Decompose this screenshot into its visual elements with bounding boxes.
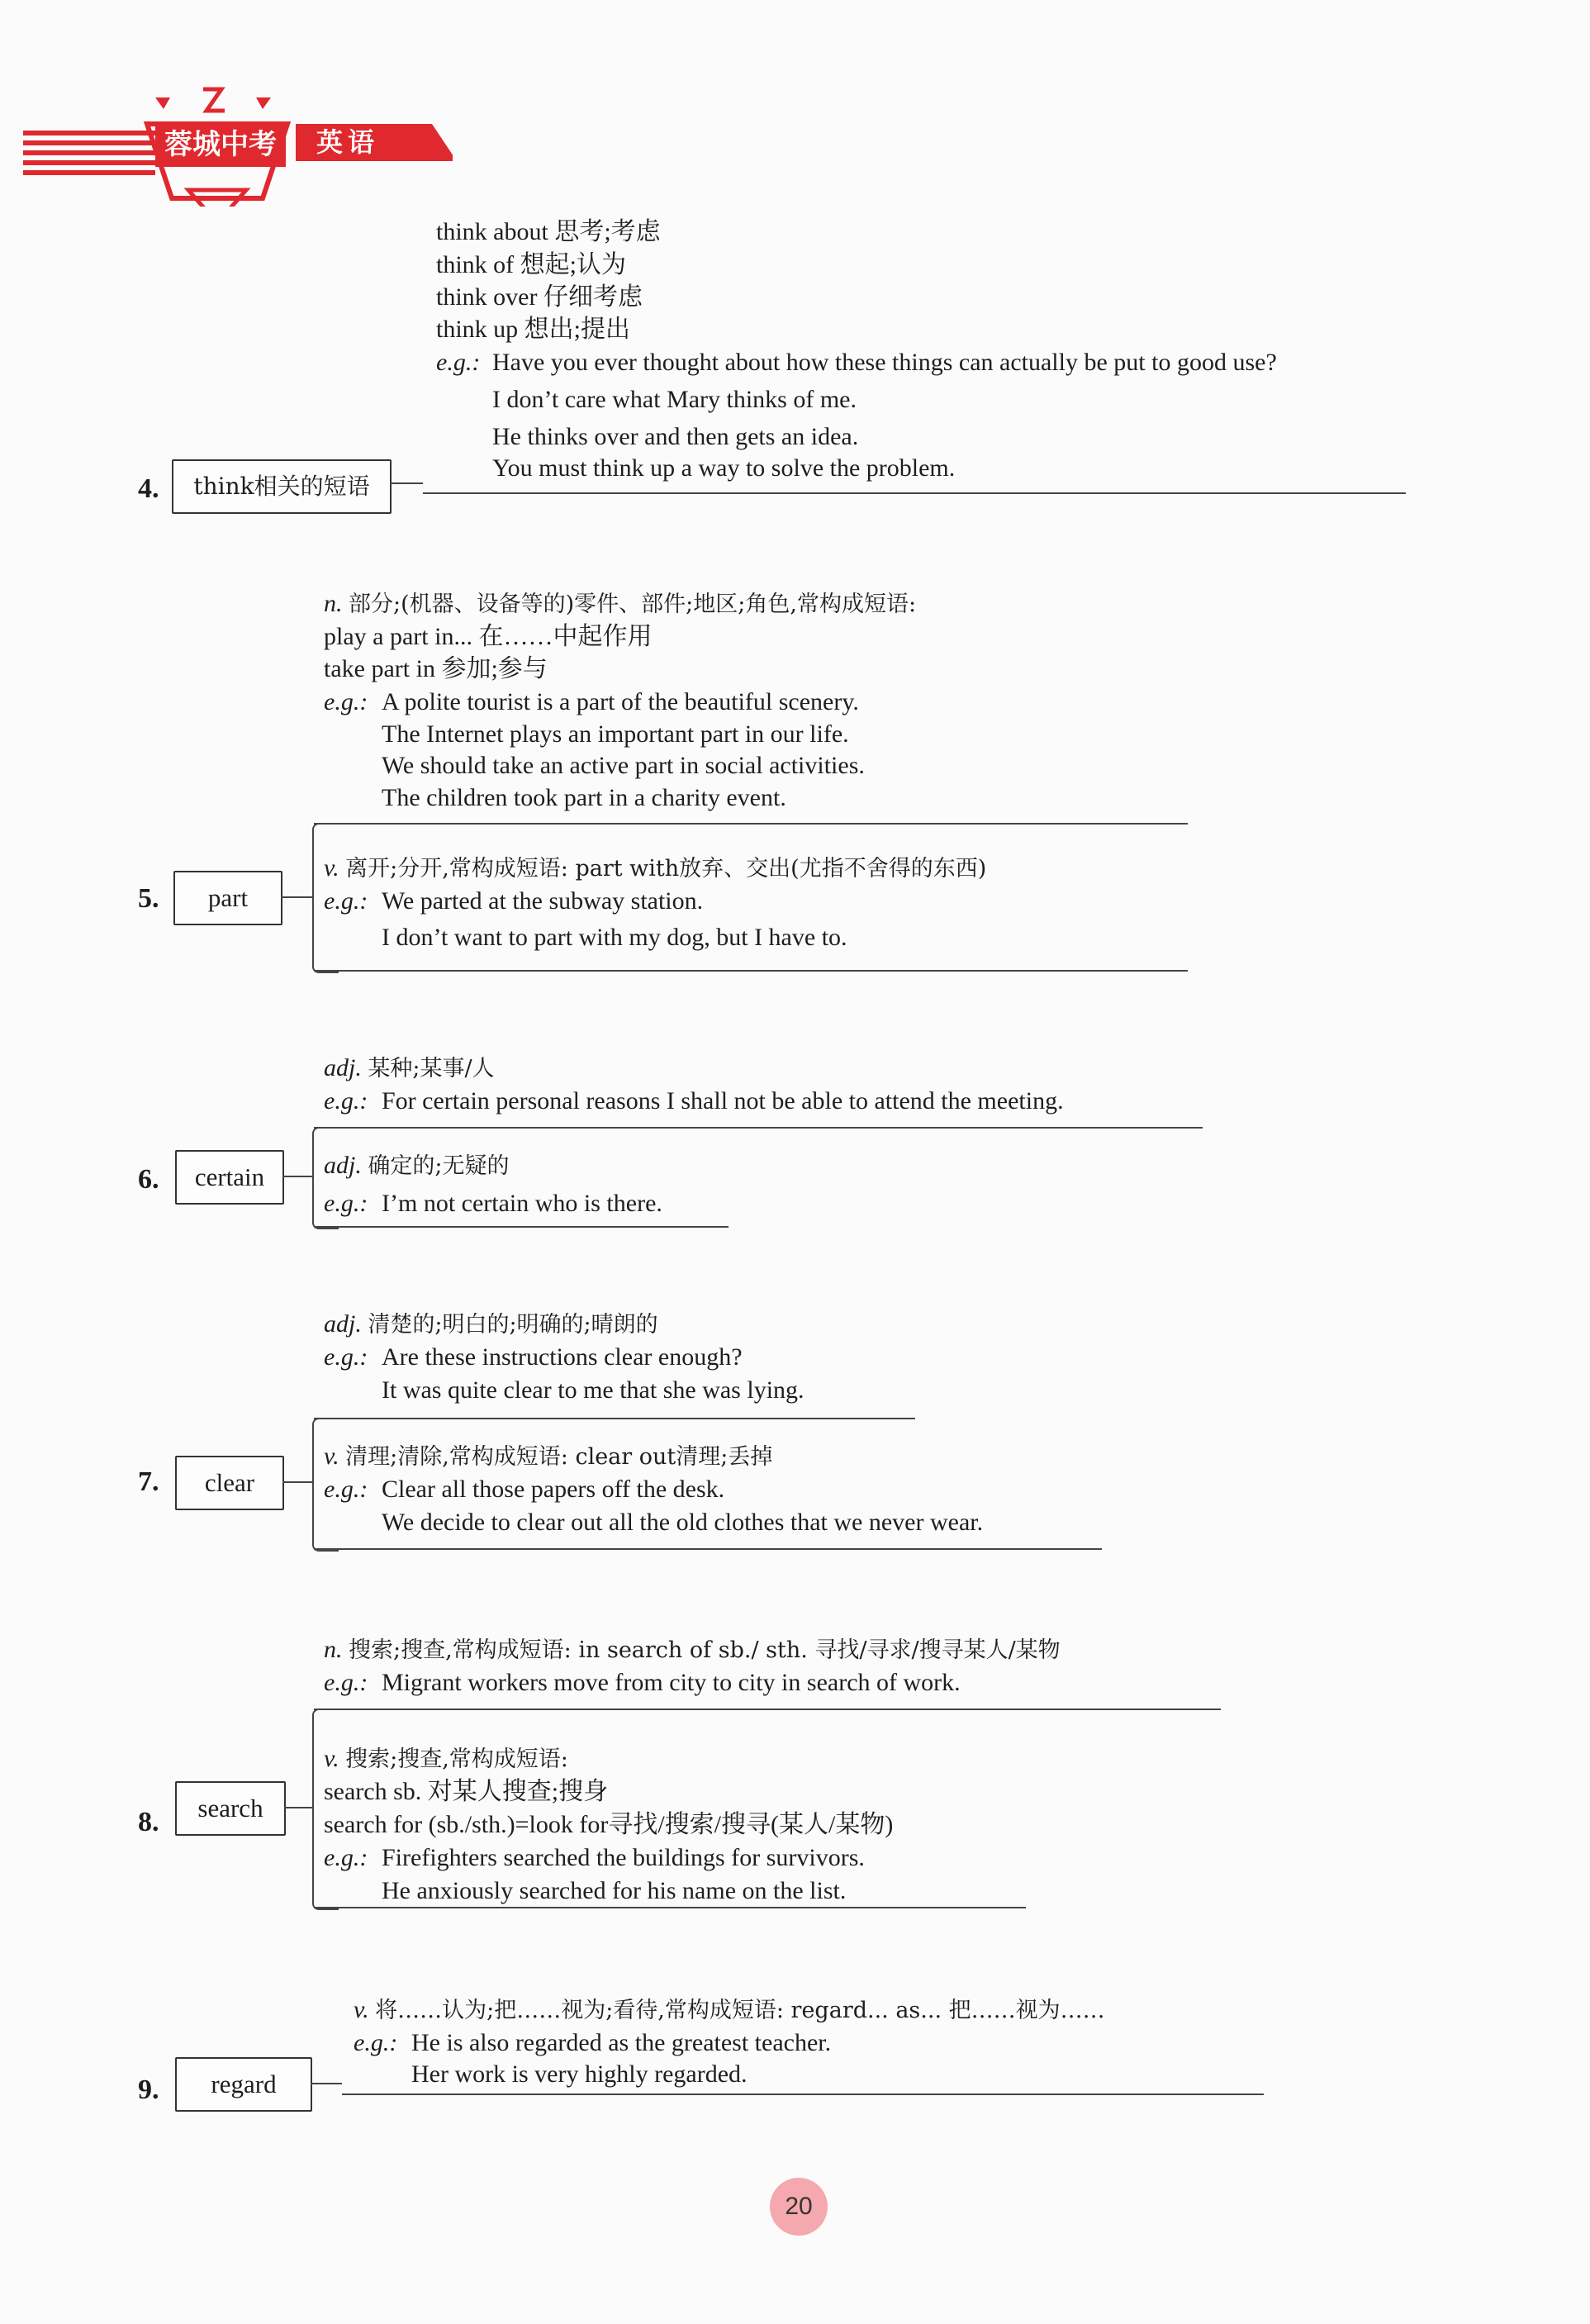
eg-label: e.g.: (324, 1087, 368, 1114)
definition-text: 确定的;无疑的 (368, 1153, 510, 1179)
eg-label: e.g.: (354, 2029, 398, 2056)
definition-line (324, 1150, 509, 1182)
keyword-box: certain (175, 1150, 284, 1205)
example-sentence: Have you ever thought about how these things can actually be put to good use? (492, 349, 1277, 376)
definition-line (324, 853, 986, 885)
definition-text: 清理;清除,常构成短语: clear out清理;丢掉 (345, 1444, 773, 1470)
entry-number: 6. (138, 1164, 159, 1195)
example-sentence: We should take an active part in social activities. (382, 752, 865, 779)
pos-label: adj. (324, 1054, 362, 1081)
connector-line (284, 1807, 312, 1808)
example-sentence: For certain personal reasons I shall not be able to attend the meeting. (382, 1087, 1064, 1114)
definition-text: 离开;分开,常构成短语: part with放弃、交出(尤指不舍得的东西) (345, 856, 987, 882)
header-logo (23, 83, 453, 207)
example-sentence: The children took part in a charity event. (382, 784, 786, 811)
keyword-box: think相关的短语 (172, 459, 392, 514)
pos-label: v. (324, 1442, 339, 1470)
eg-label: e.g.: (324, 1669, 368, 1696)
eg-label: e.g.: (324, 1343, 368, 1371)
eg-label: e.g.: (324, 1844, 368, 1871)
pos-label: n. (324, 590, 343, 617)
underline-rule (314, 823, 1188, 825)
entry-number: 8. (138, 1807, 159, 1837)
pos-label: n. (324, 1636, 343, 1663)
page-number-badge: 20 (770, 2178, 828, 2236)
definition-text: 将……认为;把……视为;看待,常构成短语: regard... as... 把……视为…… (375, 1998, 1105, 2023)
example-sentence: Migrant workers move from city to city in search of work. (382, 1669, 961, 1696)
connector-line (282, 1176, 312, 1177)
keyword-box: search (175, 1781, 286, 1836)
eg-label: e.g.: (324, 1190, 368, 1217)
example-sentence: He anxiously searched for his name on the list. (382, 1877, 847, 1904)
example-sentence: He thinks over and then gets an idea. (492, 423, 859, 450)
phrase-line: think over 仔细考虑 (436, 283, 643, 311)
entry-number: 9. (138, 2074, 159, 2105)
eg-label: e.g.: (324, 887, 368, 915)
phrase-line: think of 想起;认为 (436, 251, 626, 278)
example-sentence: Her work is very highly regarded. (411, 2060, 748, 2088)
definition-text: 搜索;搜查,常构成短语: (345, 1747, 568, 1772)
entry-number: 5. (138, 883, 159, 914)
underline-rule (342, 2094, 1264, 2095)
example-sentence: We parted at the subway station. (382, 887, 704, 915)
phrase-line: search sb. 对某人搜查;搜身 (324, 1778, 609, 1805)
example-sentence: I don’t care what Mary thinks of me. (492, 386, 857, 413)
example-sentence: Clear all those papers off the desk. (382, 1476, 725, 1503)
definition-line (354, 1994, 1105, 2027)
example-sentence: The Internet plays an important part in our life. (382, 720, 849, 748)
pos-label: adj. (324, 1310, 362, 1338)
eg-label: e.g.: (324, 688, 368, 715)
definition-text: 某种;某事/人 (368, 1056, 495, 1081)
connector-line (390, 482, 423, 484)
example-sentence: You must think up a way to solve the problem. (492, 454, 956, 482)
example-sentence: It was quite clear to me that she was lying. (382, 1376, 804, 1404)
underline-rule (314, 1548, 1102, 1550)
underline-rule (314, 1907, 1026, 1908)
phrase-line: search for (sb./sth.)=look for寻找/搜索/搜寻(某人/某物) (324, 1811, 894, 1838)
example-sentence: He is also regarded as the greatest teacher. (411, 2029, 832, 2056)
definition-line (324, 1634, 1061, 1666)
definition-text: 清楚的;明白的;明确的;晴朗的 (368, 1312, 658, 1338)
pos-label: v. (354, 1996, 369, 2023)
definition-line (324, 1053, 495, 1085)
example-sentence: A polite tourist is a part of the beautiful scenery. (382, 688, 859, 715)
phrase-line: take part in 参加;参与 (324, 655, 548, 682)
underline-rule (423, 492, 1406, 494)
pos-label: adj. (324, 1152, 362, 1179)
phrase-line: think about 思考;考虑 (436, 218, 661, 245)
phrase-line: play a part in... 在……中起作用 (324, 623, 653, 650)
definition-line (324, 1441, 772, 1473)
underline-rule (314, 1418, 915, 1419)
pos-label: v. (324, 1745, 339, 1772)
entry-number: 4. (138, 473, 159, 504)
example-sentence: Are these instructions clear enough? (382, 1343, 743, 1371)
connector-line (282, 1481, 312, 1483)
brand-text: 蓉城中考 (164, 128, 277, 161)
underline-rule (314, 970, 1188, 972)
example-sentence: We decide to clear out all the old clothes that we never wear. (382, 1509, 984, 1536)
connector-line (281, 896, 312, 898)
entry-number: 7. (138, 1466, 159, 1497)
pos-label: v. (324, 854, 339, 882)
example-sentence: Firefighters searched the buildings for survivors. (382, 1844, 865, 1871)
definition-text: 搜索;搜查,常构成短语: in search of sb./ sth. 寻找/寻求/搜寻某人/某物 (349, 1637, 1061, 1663)
keyword-box: clear (175, 1456, 284, 1510)
definition-line (324, 588, 916, 620)
example-sentence: I’m not certain who is there. (382, 1190, 662, 1217)
keyword-box: regard (175, 2057, 312, 2112)
definition-line (324, 1309, 658, 1341)
underline-rule (314, 1127, 1203, 1129)
keyword-box: part (173, 871, 282, 925)
connector-line (311, 2083, 342, 2084)
eg-label: e.g.: (324, 1476, 368, 1503)
eg-label: e.g.: (436, 349, 481, 376)
underline-rule (314, 1226, 729, 1228)
underline-rule (314, 1709, 1221, 1710)
definition-line (324, 1743, 568, 1775)
example-sentence: I don’t want to part with my dog, but I have to. (382, 924, 847, 951)
definition-text: 部分;(机器、设备等的)零件、部件;地区;角色,常构成短语: (349, 592, 917, 617)
subject-label: 英语 (316, 126, 380, 158)
phrase-line: think up 想出;提出 (436, 316, 631, 343)
